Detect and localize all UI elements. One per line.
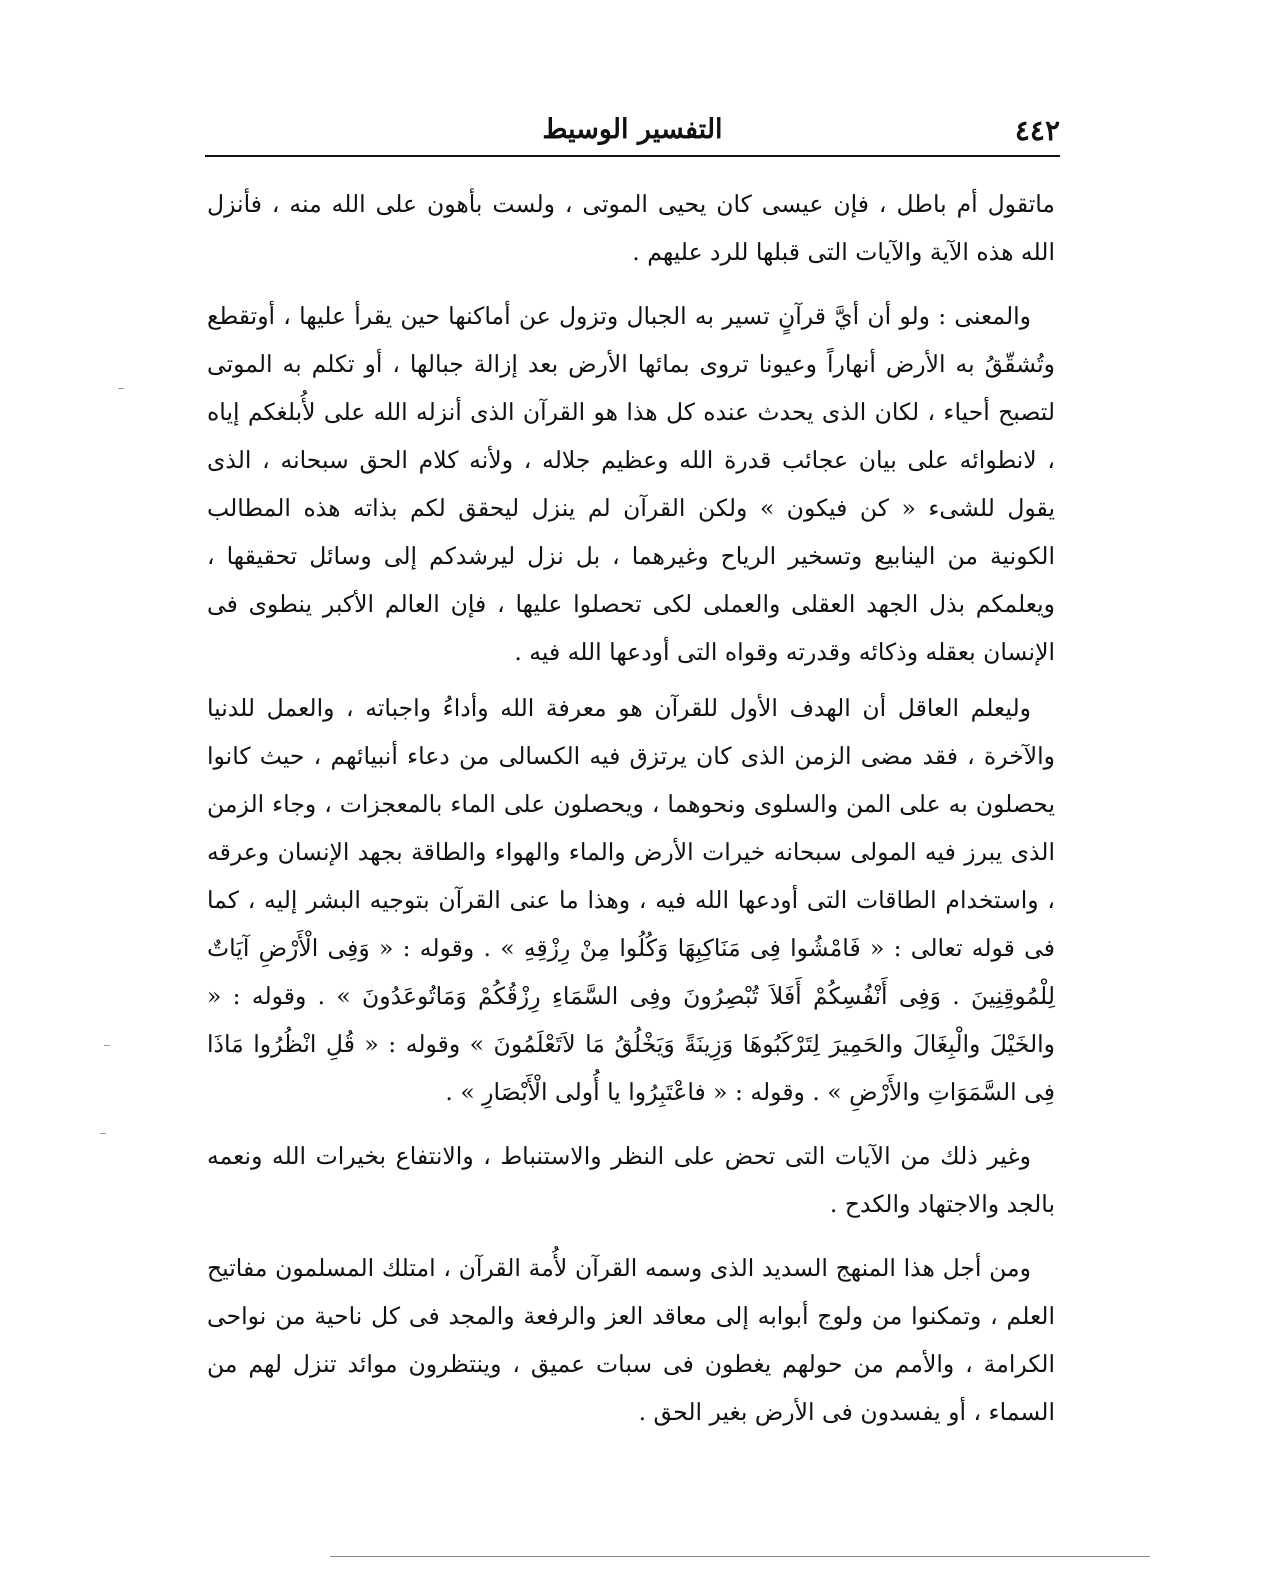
paragraph-gap xyxy=(207,676,1055,684)
footer-rule xyxy=(330,1556,1150,1557)
scan-speck xyxy=(104,1045,110,1046)
body-text xyxy=(207,180,1055,1436)
page-header xyxy=(205,110,1060,154)
scan-speck xyxy=(100,1133,106,1134)
running-title: التفسير الوسيط xyxy=(542,114,723,145)
scan-speck xyxy=(118,388,124,389)
paragraph-method: ومن أجل هذا المنهج السديد الذى وسمه القرآن لأُمة القرآن ، امتلك المسلمون مفاتيح العلم ، وتمكنوا من ولوج أبوابه إلى معاقد العز والرفعة والمجد فى كل ناحية من نواحى الكرامة ، والأمم من حولهم يغطون فى سبات عميق ، وينتظرون موائد تنزل لهم من السماء ، أو يفسدون فى الأرض بغير الحق . xyxy=(207,1254,1055,1426)
header-rule xyxy=(205,155,1060,157)
paragraph-meaning: والمعنى : ولو أن أيَّ قرآنٍ تسير به الجبال وتزول عن أماكنها حين يقرأ عليها ، أوتقطع وتُشقّقُ به الأرض أنهاراً وعيونا تروى بمائها الأرض بعد إزالة جبالها ، أو تكلم به الموتى لتصبح أحياء ، لكان الذى يحدث عنده كل هذا هو القرآن الذى أنزله الله على لأُبلغكم إياه ، لانطوائه على بيان عجائب قدرة الله وعظيم جلاله ، ولأنه كلام الحق سبحانه ، الذى يقول للشىء « كن فيكون » ولكن القرآن لم ينزل ليحقق لكم بذاته هذه المطالب الكونية من الينابيع وتسخير الرياح وغيرهما ، بل نزل ليرشدكم إلى وسائل تحقيقها ، ويعلمكم بذل الجهد العقلى والعملى لكى تحصلوا عليها ، فإن العالم الأكبر ينطوى فى الإنسان بعقله وذكائه وقدرته وقواه التى أودعها الله فيه . xyxy=(207,302,1055,666)
paragraph-gap xyxy=(207,276,1055,292)
paragraph-gap xyxy=(207,1116,1055,1132)
paragraph-gap xyxy=(207,1228,1055,1244)
page-number: ٤٤٢ xyxy=(1014,114,1060,147)
paragraph-purpose: وليعلم العاقل أن الهدف الأول للقرآن هو معرفة الله وأداءُ واجباته ، والعمل للدنيا والآخرة ، فقد مضى الزمن الذى كان يرتزق فيه الكسالى من دعاء أنبيائهم ، حيث كانوا يحصلون به على المن والسلوى ونحوهما ، ويحصلون على الماء بالمعجزات ، وجاء الزمن الذى يبرز فيه المولى سبحانه خيرات الأرض والماء والهواء والطاقة بجهد الإنسان وعرقه ، واستخدام الطاقات التى أودعها الله فيه ، وهذا ما عنى القرآن بتوجيه البشر إليه ، كما فى قوله تعالى : « فَامْشُوا فِى مَنَاكِبِهَا وَكُلُوا مِنْ رِزْقِهِ » . وقوله : « وَفِى الْأَرْضِ آيَاتٌ لِلْمُوقِنِينَ . وَفِى أَنْفُسِكُمْ أَفَلاَ تُبْصِرُونَ وفِى السَّمَاءِ رِزْقُكُمْ وَمَاتُوعَدُونَ » . وقوله : « والخَيْلَ والْبِغَالَ والحَمِيرَ لِتَرْكَبُوهَا وَزِينَةً وَيَخْلُقُ مَا لاَتَعْلَمُونَ » وقوله : « قُلِ انْظُرُوا مَاذَا فِى السَّمَوَاتِ والأَرْضِ » . وقوله : « فاعْتَبِرُوا يا أُولى الْأَبْصَارِ » . xyxy=(207,694,1055,1106)
paragraph-other-verses: وغير ذلك من الآيات التى تحض على النظر والاستنباط ، والانتفاع بخيرات الله ونعمه بالجد والاجتهاد والكدح . xyxy=(207,1142,1055,1218)
paragraph-intro: ماتقول أم باطل ، فإن عيسى كان يحيى الموتى ، ولست بأهون على الله منه ، فأنزل الله هذه الآية والآيات التى قبلها للرد عليهم . xyxy=(207,190,1055,266)
